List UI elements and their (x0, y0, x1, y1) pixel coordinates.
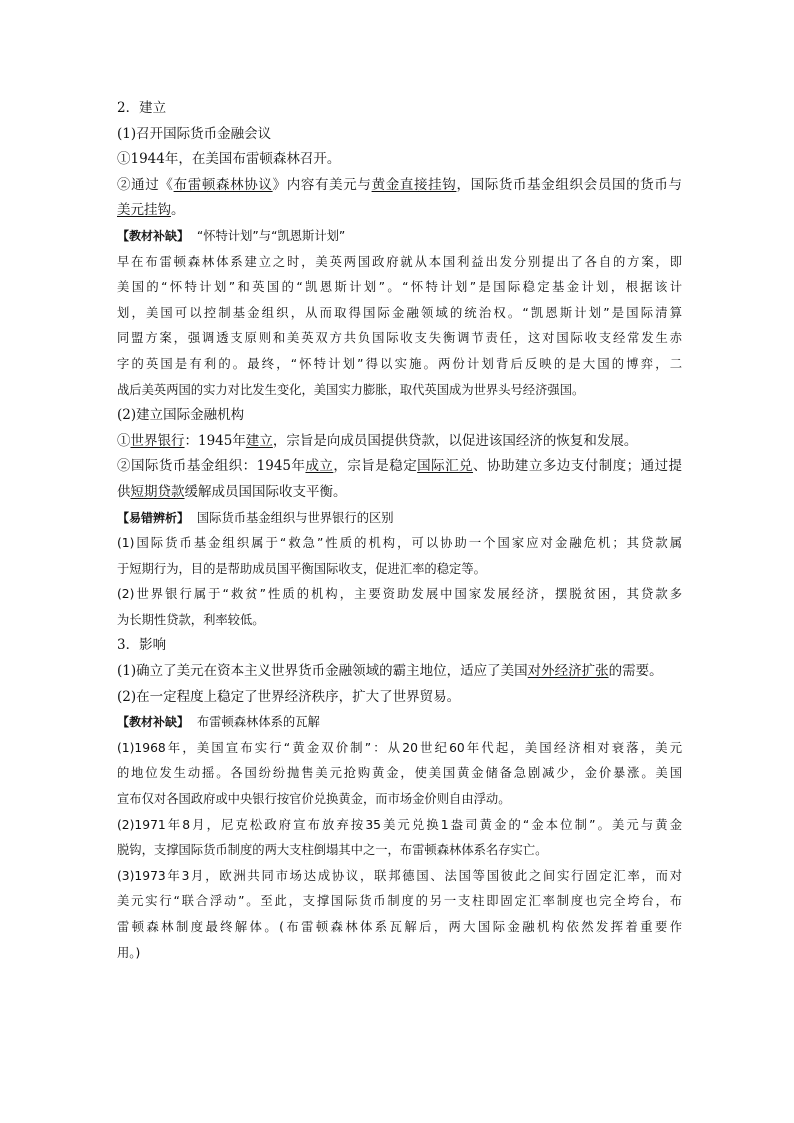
item-1944-conference: ①1944年，在美国布雷顿森林召开。 (117, 151, 341, 168)
subheading-conference: (1)召开国际货币金融会议 (117, 125, 272, 142)
underlined-dollar-peg: 美元挂钩 (117, 202, 171, 219)
impact-item-1: (1)确立了美元在资本主义世界货币金融领域的霸主地位，适应了美国对外经济扩张的需要。 (117, 663, 663, 680)
underlined-expansion: 对外经济扩张 (527, 663, 609, 680)
supplement-heading-collapse: 【教材补缺】 布雷顿森林体系的瓦解 (117, 715, 320, 730)
supplement-line: 同盟方案，强调透支原则和美英双方共负国际收支失衡调节责任，这对国际收支经常发生赤 (117, 331, 682, 346)
underlined-short-loans: 短期贷款 (130, 483, 185, 500)
supplement-line: 战后美英两国的实力对比发生变化，美国实力膨胀，取代英国成为世界头号经济强国。 (117, 382, 585, 397)
underlined-founded: 成立 (305, 458, 334, 475)
section-heading-impact: 3．影响 (117, 637, 167, 654)
collapse-line: 的地位发生动摇。各国纷纷抛售美元抢购黄金，使美国黄金储备急剧减少，金价暴涨。美国 (117, 766, 682, 781)
supplement-line: 字的英国是有利的。最终，“怀特计划”得以实施。两份计划背后反映的是大国的博弈，二 (117, 356, 682, 371)
underlined-exchange: 国际汇兑 (417, 458, 474, 475)
subheading-institutions: (2)建立国际金融机构 (117, 407, 245, 424)
section-heading-establish: 2．建立 (117, 100, 167, 116)
collapse-line: (1)1968年，美国宣布实行“黄金双价制”：从20世纪60年代起，美国经济相对衰落，美元 (117, 740, 682, 755)
collapse-line: 雷顿森林制度最终解体。(布雷顿森林体系瓦解后，两大国际金融机构依然发挥着重要作 (117, 920, 682, 934)
error-tag: 【易错辨析】 (117, 510, 190, 525)
item-world-bank: ①世界银行：1945年建立，宗旨是向成员国提供贷款，以促进该国经济的恢复和发展。 (117, 432, 638, 449)
supplement-line: 美国的“怀特计划”和英国的“凯恩斯计划”。“怀特计划”是国际稳定基金计划，根据该计 (117, 280, 682, 295)
error-analysis-heading: 【易错辨析】 国际货币基金组织与世界银行的区别 (117, 510, 394, 525)
impact-item-2: (2)在一定程度上稳定了世界经济秩序，扩大了世界贸易。 (117, 688, 461, 705)
supplement-tag: 【教材补缺】 (117, 228, 190, 243)
error-analysis-line: 为长期性贷款，利率较低。 (117, 612, 265, 627)
supplement-line: 早在布雷顿森林体系建立之时，美英两国政府就从本国利益出发分别提出了各自的方案，即 (117, 254, 682, 269)
collapse-line: 宣布仅对各国政府或中央银行按官价兑换黄金，而市场金价则自由浮动。 (117, 792, 511, 807)
collapse-line: 用。) (117, 945, 141, 960)
collapse-line: (2)1971年8月，尼克松政府宣布放弃按35美元兑换1盎司黄金的“金本位制”。美元与黄金 (117, 817, 682, 832)
collapse-line: 美元实行“联合浮动”。至此，支撑国际货币制度的另一支柱即固定汇率制度也完全垮台，布 (117, 894, 682, 909)
error-analysis-line: (2)世界银行属于“救贫”性质的机构，主要资助发展中国家发展经济，摆脱贫困，其贷款多 (117, 587, 682, 602)
underlined-gold-peg: 黄金直接挂钩 (371, 176, 457, 193)
item-bretton-woods-agreement: ②通过《布雷顿森林协议》内容有美元与黄金直接挂钩，国际货币基金组织会员国的货币与 (117, 176, 682, 193)
document-page (117, 96, 682, 966)
item-imf: ②国际货币基金组织：1945年成立，宗旨是稳定国际汇兑、协助建立多边支付制度；通过提 (117, 458, 682, 475)
item-bretton-woods-agreement-cont: 美元挂钩。 (117, 202, 185, 219)
supplement-heading-plans: 【教材补缺】 “怀特计划”与“凯恩斯计划” (117, 228, 346, 243)
supplement-tag: 【教材补缺】 (117, 715, 190, 730)
underlined-established: 建立 (245, 432, 273, 449)
collapse-line: 脱钩，支撑国际货币制度的两大支柱倒塌其中之一，布雷顿森林体系名存实亡。 (117, 843, 548, 858)
item-imf-cont: 供短期贷款缓解成员国国际收支平衡。 (117, 483, 347, 500)
supplement-line: 划，美国可以控制基金组织，从而取得国际金融领域的统治权。“凯恩斯计划”是国际清算 (117, 305, 682, 320)
error-analysis-line: (1)国际货币基金组织属于“救急”性质的机构，可以协助一个国家应对金融危机；其贷款属 (117, 536, 682, 551)
underlined-world-bank: 世界银行 (130, 432, 185, 449)
error-analysis-line: 于短期行为，目的是帮助成员国平衡国际收支，促进汇率的稳定等。 (117, 561, 486, 576)
collapse-line: (3)1973年3月，欧洲共同市场达成协议，联邦德国、法国等国彼此之间实行固定汇率，而对 (117, 868, 682, 883)
underlined-agreement: 布雷顿森林协议 (173, 176, 273, 193)
